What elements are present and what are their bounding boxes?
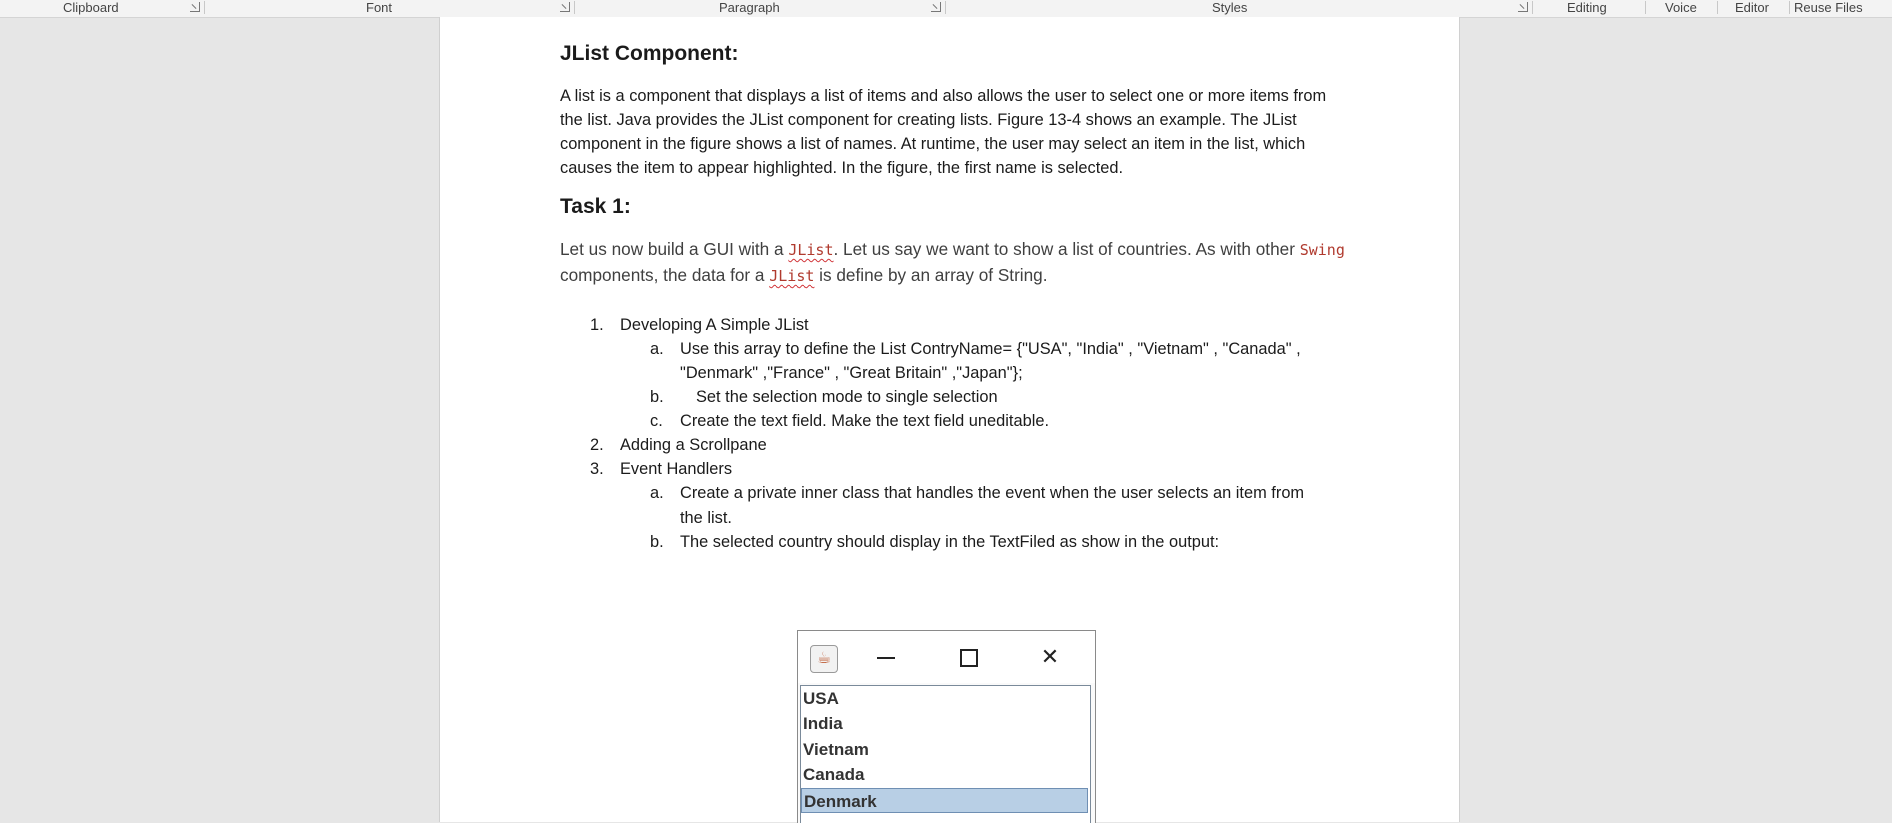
list-item[interactable]: Vietnam bbox=[803, 740, 869, 759]
list-item-developing-jlist: Developing A Simple JList bbox=[620, 316, 809, 334]
ribbon-group-editor: Editor bbox=[1735, 0, 1769, 15]
list-item-text-field: Create the text field. Make the text field uneditable. bbox=[680, 412, 1050, 430]
ribbon-group-styles: Styles bbox=[1212, 0, 1248, 15]
list-item-event-handlers: Event Handlers bbox=[620, 460, 733, 478]
heading-task-1: Task 1: bbox=[560, 195, 631, 218]
ribbon-group-reuse-files: Reuse Files bbox=[1794, 0, 1863, 15]
list-marker: 3. bbox=[590, 460, 604, 478]
list-item-array-def: Use this array to define the List ContryName= {"USA", "India" , "Vietnam" , "Canada" , bbox=[680, 340, 1301, 358]
para2-text: Let us now build a GUI with a bbox=[560, 239, 789, 259]
para2-text: components, the data for a bbox=[560, 265, 770, 285]
ribbon-group-labels bbox=[0, 0, 1892, 18]
clipboard-launcher-icon[interactable] bbox=[190, 2, 200, 12]
list-item[interactable]: Canada bbox=[803, 765, 865, 784]
styles-launcher-icon[interactable] bbox=[1518, 2, 1528, 12]
ribbon-separator bbox=[1645, 1, 1646, 14]
window-title-bar bbox=[798, 631, 1095, 683]
ribbon-separator bbox=[1717, 1, 1718, 14]
paragraph-launcher-icon[interactable] bbox=[931, 2, 941, 12]
ribbon-group-voice: Voice bbox=[1665, 0, 1697, 15]
code-jlist: JList bbox=[788, 241, 834, 259]
heading-jlist-component: JList Component: bbox=[560, 42, 739, 65]
paragraph-task-intro bbox=[560, 237, 1350, 289]
list-item[interactable]: India bbox=[803, 714, 843, 733]
list-marker: c. bbox=[650, 412, 663, 430]
code-swing: Swing bbox=[1299, 241, 1345, 259]
code-jlist: JList bbox=[769, 267, 815, 285]
swing-window-screenshot bbox=[797, 630, 1096, 823]
list-item-array-def-cont: "Denmark" ,"France" , "Great Britain" ,"Japan"}; bbox=[680, 364, 1023, 382]
minimize-icon[interactable] bbox=[865, 641, 905, 673]
close-icon[interactable]: ✕ bbox=[1040, 644, 1060, 669]
ribbon-group-paragraph: Paragraph bbox=[719, 0, 780, 15]
para2-text: is define by an array of String. bbox=[814, 265, 1048, 285]
maximize-icon[interactable] bbox=[947, 641, 987, 673]
list-item-selected-country: The selected country should display in the TextFiled as show in the output: bbox=[680, 533, 1220, 551]
list-marker: a. bbox=[650, 484, 664, 502]
para2-text: . Let us say we want to show a list of countries. As with other bbox=[833, 239, 1300, 259]
list-marker: b. bbox=[650, 533, 664, 551]
list-marker: b. bbox=[650, 388, 664, 406]
list-item-scrollpane: Adding a Scrollpane bbox=[620, 436, 767, 454]
ribbon-separator bbox=[204, 1, 205, 14]
list-item-inner-class: Create a private inner class that handles the event when the user selects an item from bbox=[680, 484, 1305, 502]
ribbon-separator bbox=[1789, 1, 1790, 14]
paragraph-jlist-intro: A list is a component that displays a list of items and also allows the user to select one or more items from the list. Java provides the JList component for creating lists. Figure 13-4 shows an example. The JList component in the figure shows a list of names. At runtime, the user may select an item in the list, which causes the item to appear highlighted. In the figure, the first name is selected. bbox=[560, 87, 1327, 177]
ribbon-separator bbox=[1532, 1, 1533, 14]
country-list[interactable] bbox=[800, 685, 1091, 823]
list-marker: a. bbox=[650, 340, 664, 358]
font-launcher-icon[interactable] bbox=[560, 2, 570, 12]
ribbon-separator bbox=[574, 1, 575, 14]
list-item-selection-mode: Set the selection mode to single selection bbox=[696, 388, 998, 406]
ribbon-group-font: Font bbox=[366, 0, 393, 15]
list-item[interactable]: USA bbox=[803, 689, 839, 708]
list-item-inner-class-cont: the list. bbox=[680, 509, 732, 527]
list-item-selected[interactable]: Denmark bbox=[801, 788, 1088, 813]
list-marker: 1. bbox=[590, 316, 604, 334]
ribbon-group-clipboard: Clipboard bbox=[63, 0, 119, 15]
java-cup-icon: ☕ bbox=[810, 645, 838, 673]
ribbon-separator bbox=[945, 1, 946, 14]
ribbon-group-editing: Editing bbox=[1567, 0, 1607, 15]
list-marker: 2. bbox=[590, 436, 604, 454]
